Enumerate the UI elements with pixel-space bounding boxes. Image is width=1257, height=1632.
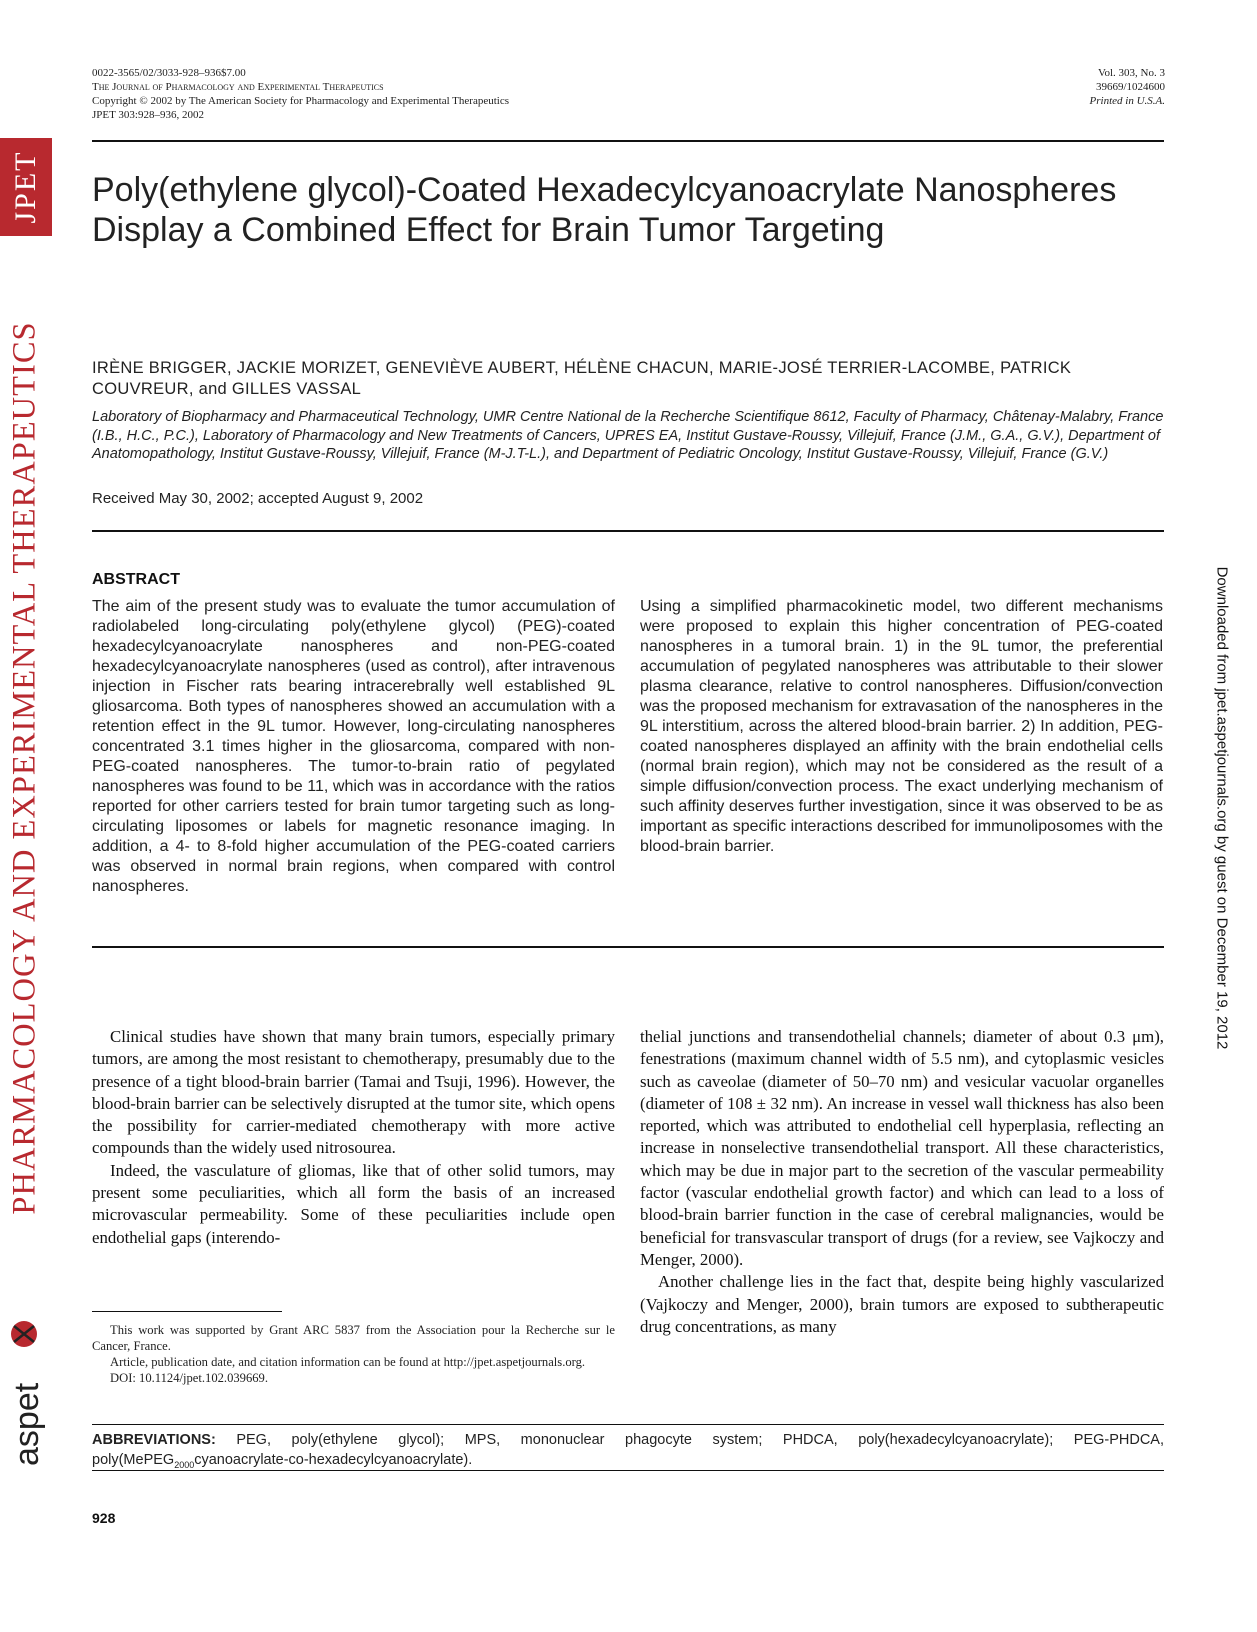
jpet-badge-text: JPET	[9, 150, 42, 224]
header-price-code: 0022-3565/02/3033-928–936$7.00	[92, 67, 246, 79]
abstract-bottom-rule	[92, 946, 1164, 948]
body-paragraph: Clinical studies have shown that many brain tumors, especially primary tumors, are among the most resistant to chemotherapy, presumably due to the presence of a tight blood-brain barrier (Tamai and Tsuji, 1996). However, the blood-brain barrier can be selectively disrupted at the tumor site, which opens the possibility for carrier-mediated chemotherapy with more active compounds than the widely used nitrosourea.	[92, 1027, 615, 1158]
footnote-funding: This work was supported by Grant ARC 5837 from the Association pour la Recherche sur le Cancer, France.	[92, 1323, 615, 1353]
affiliations: Laboratory of Biopharmacy and Pharmaceutical Technology, UMR Centre National de la Recherche Scientifique 8612, Faculty of Pharmacy, Châtenay-Malabry, France (I.B., H.C., P.C.), Laboratory of Pharmacology and New Treatments of Cancers, UPRES EA, Institut Gustave-Roussy, Villejuif, France (J.M., G.A., G.V.), Department of Anatomopathology, Institut Gustave-Roussy, Villejuif, France (M-J.T-L.), and Department of Pediatric Oncology, Institut Gustave-Roussy, Villejuif, France (G.V.)	[92, 409, 1164, 462]
abbreviations	[92, 1430, 1164, 1475]
abbreviations-label: ABBREVIATIONS:	[92, 1432, 216, 1448]
abbreviations-top-rule	[92, 1424, 1164, 1425]
header-citation: JPET 303:928–936, 2002	[92, 109, 204, 121]
article-title: Poly(ethylene glycol)-Coated Hexadecylcyanoacrylate Nanospheres Display a Combined Effect for Brain Tumor Targeting	[92, 171, 1117, 249]
download-watermark: Downloaded from jpet.aspetjournals.org by guest on December 19, 2012	[1213, 566, 1231, 1050]
abstract-heading: ABSTRACT	[92, 571, 180, 588]
footnotes	[92, 1322, 615, 1386]
body-left-column	[92, 1026, 615, 1249]
journal-name-vertical: PHARMACOLOGY AND EXPERIMENTAL THERAPEUTICS	[6, 321, 43, 1215]
abstract-top-rule	[92, 530, 1164, 532]
header-journal: The Journal of Pharmacology and Experimental Therapeutics	[92, 81, 384, 93]
header-copyright: Copyright © 2002 by The American Society for Pharmacology and Experimental Therapeutics	[92, 95, 509, 107]
page-number: 928	[92, 1510, 116, 1526]
body-right-column	[640, 1026, 1164, 1338]
body-paragraph: Another challenge lies in the fact that, despite being highly vascularized (Vajkoczy and Menger, 2000), brain tumors are exposed to subtherapeutic drug concentrations, as many	[640, 1272, 1164, 1336]
footnote-article-info: Article, publication date, and citation information can be found at http://jpet.aspetjournals.org.	[110, 1355, 586, 1369]
abbreviations-bottom-rule	[92, 1470, 1164, 1471]
header-id: 39669/1024600	[1095, 81, 1165, 93]
aspet-logo-text: aspet	[8, 1382, 46, 1466]
header-rule	[92, 140, 1164, 142]
footnote-rule	[92, 1311, 282, 1312]
aspet-logo	[0, 1318, 52, 1468]
header-printed: Printed in U.S.A.	[1089, 95, 1165, 107]
running-header-left	[92, 66, 509, 122]
abstract-left-column: The aim of the present study was to evaluate the tumor accumulation of radiolabeled long-circulating poly(ethylene glycol) (PEG)-coated hexadecylcyanoacrylate nanospheres and non-PEG-coated hexadecylcyanoacrylate nanospheres (used as control), after intravenous injection in Fischer rats bearing intracerebrally well established 9L gliosarcoma. Both types of nanospheres showed an accumulation with a retention effect in the 9L tumor. However, long-circulating nanospheres concentrated 3.1 times higher in the gliosarcoma, compared with non-PEG-coated nanospheres. The tumor-to-brain ratio of pegylated nanospheres was found to be 11, which was in accordance with the ratios reported for other carriers tested for brain tumor targeting such as long-circulating liposomes or labels for magnetic resonance imaging. In addition, a 4- to 8-fold higher accumulation of the PEG-coated carriers was observed in normal brain regions, when compared with control nanospheres.	[92, 598, 615, 895]
body-paragraph: thelial junctions and transendothelial channels; diameter of about 0.3 μm), fenestrations (maximum channel width of 5.5 nm), and cytoplasmic vesicles such as caveolae (diameter of 50–70 nm) and vesicular vacuolar organelles (diameter of 108 ± 32 nm). An increase in vessel wall thickness has also been reported, which was attributed to endothelial cell hyperplasia, reflecting an increase in nonselective transendothelial transport. All these characteristics, which may be due in major part to the secretion of the vascular permeability factor (vascular endothelial growth factor) and which can lead to a loss of blood-brain barrier function in the case of cerebral malignancies, would be beneficial for transvascular transport of drugs (for a review, see Vajkoczy and Menger, 2000).	[640, 1027, 1164, 1269]
abbreviations-text: PEG, poly(ethylene glycol); MPS, mononuclear phagocyte system; PHDCA, poly(hexadecylcyanoacrylate); PEG-PHDCA, poly(MePEG	[92, 1432, 1165, 1468]
abbreviations-subscript: 2000	[174, 1459, 195, 1470]
abstract-right-column: Using a simplified pharmacokinetic model, two different mechanisms were proposed to explain this higher concentration of PEG-coated nanospheres in a tumoral brain. 1) in the 9L tumor, the preferential accumulation of pegylated nanospheres was attributable to their slower plasma clearance, relative to control nanospheres. Diffusion/convection was the proposed mechanism for extravasation of the nanospheres in the 9L interstitium, across the altered blood-brain barrier. 2) In addition, PEG-coated nanospheres displayed an affinity with the brain endothelial cells (normal brain region), which may not be considered as the result of a simple diffusion/convection process. The exact underlying mechanism of such affinity deserves further investigation, since it was observed to be as important as specific interactions described for immunoliposomes with the blood-brain barrier.	[640, 598, 1163, 855]
author-list: IRÈNE BRIGGER, JACKIE MORIZET, GENEVIÈVE AUBERT, HÉLÈNE CHACUN, MARIE-JOSÉ TERRIER-LACOMBE, PATRICK COUVREUR, and GILLES VASSAL	[92, 359, 1072, 398]
received-dates: Received May 30, 2002; accepted August 9, 2002	[92, 490, 424, 507]
footnote-doi: DOI: 10.1124/jpet.102.039669.	[110, 1371, 268, 1385]
body-paragraph: Indeed, the vasculature of gliomas, like that of other solid tumors, may present some peculiarities, which all form the basis of an increased microvascular permeability. Some of these peculiarities include open endothelial gaps (interendo-	[92, 1160, 615, 1247]
header-volume: Vol. 303, No. 3	[1097, 67, 1165, 79]
running-header-right	[1090, 66, 1165, 108]
aspet-globe-icon	[11, 1321, 37, 1347]
jpet-badge	[0, 138, 52, 236]
abbreviations-text-end: cyanoacrylate-co-hexadecylcyanoacrylate).	[194, 1452, 473, 1468]
